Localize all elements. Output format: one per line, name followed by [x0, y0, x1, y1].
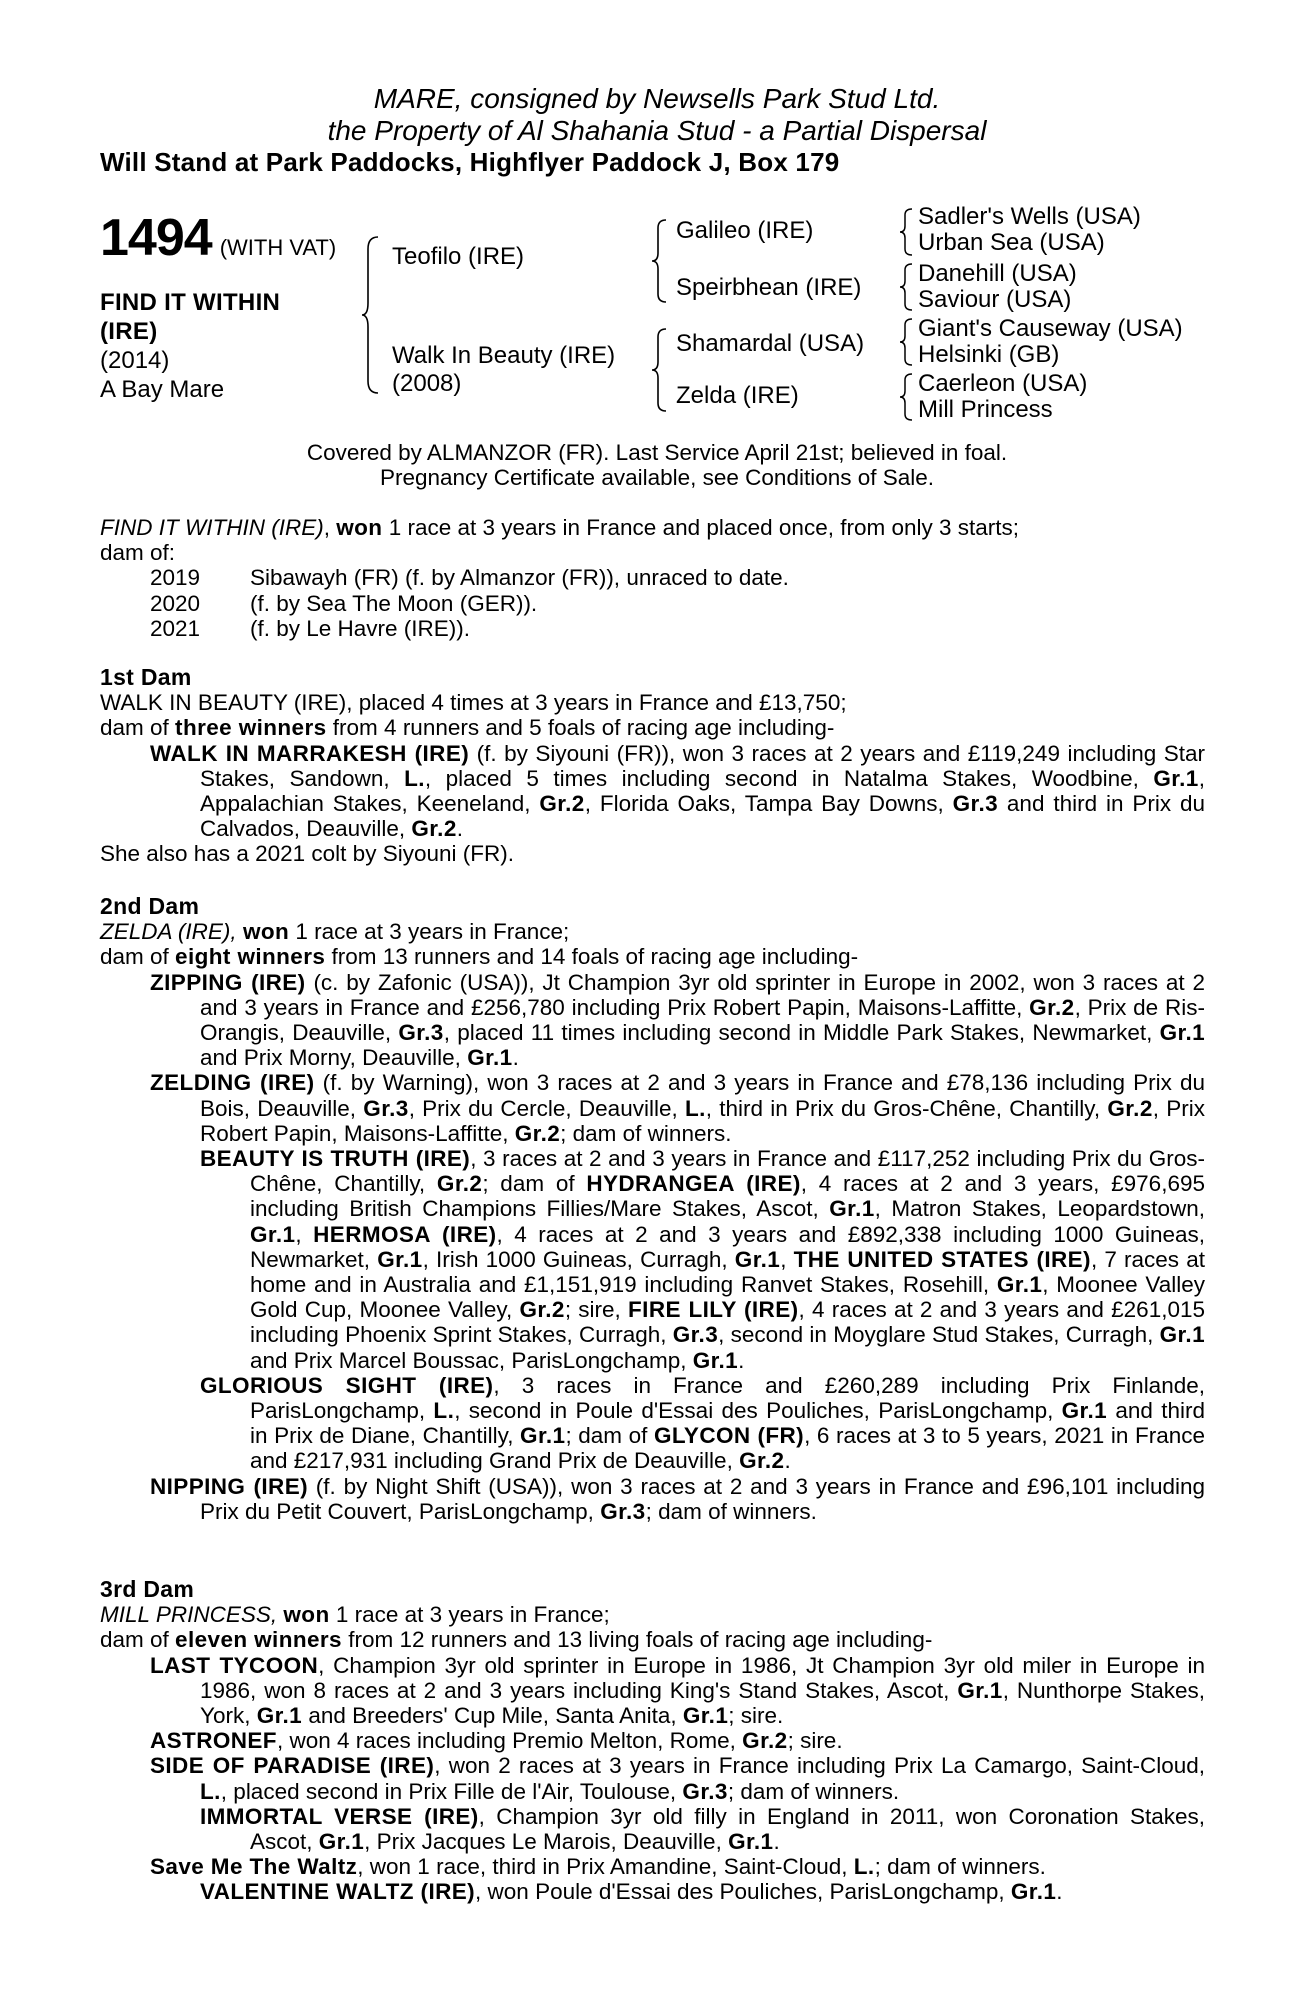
bold-text: Gr.3	[952, 791, 999, 817]
first-dam-offspring-summary: dam of three winners from 4 runners and 5 foals of racing age including-	[100, 715, 835, 741]
lot-number	[100, 208, 336, 268]
bold-text: Gr.1	[520, 1423, 566, 1449]
runner-record	[100, 970, 1205, 1071]
bold-text: Gr.2	[739, 1448, 785, 1474]
text-run: , 4 races at 2 and 3 years and £261,015 including Phoenix Sprint Stakes, Curragh,	[250, 1297, 1205, 1348]
text-run: , Nunthorpe Stakes, York,	[200, 1677, 1205, 1729]
text-run: ; dam of winners.	[874, 1854, 1046, 1880]
bold-text: Gr.1	[682, 1703, 729, 1729]
bold-text: BEAUTY IS TRUTH (IRE)	[200, 1146, 471, 1172]
pedigree-brace-g2	[898, 262, 920, 312]
text-run: , 4 races at 2 and 3 years and £892,338 including 1000 Guineas, Newmarket,	[250, 1221, 1205, 1272]
text-run: , Prix Robert Papin, Maisons-Laffitte,	[200, 1095, 1205, 1146]
text-run: and Prix Morny, Deauville,	[200, 1045, 468, 1071]
bold-text: LAST TYCOON	[150, 1652, 319, 1678]
vat-label: (WITH VAT)	[219, 235, 337, 260]
text-run: , Florida Oaks, Tampa Bay Downs,	[584, 791, 953, 817]
bold-text: Gr.1	[1010, 1879, 1057, 1905]
produce-item: 2019 Sibawayh (FR) (f. by Almanzor (FR)), unraced to date.	[150, 565, 789, 591]
text-run: , 4 races at 2 and 3 years, £976,695 including British Champions Fillies/Mare Stakes, Ascot,	[250, 1171, 1205, 1222]
runner-record	[100, 741, 1205, 842]
pedigree-dam-sire: Shamardal (USA)	[676, 330, 865, 357]
text-run: (f. by Siyouni (FR)), won 3 races at 2 years and £119,249 including Star Stakes, Sandown,	[200, 740, 1205, 791]
text-run: , second in Poule d'Essai des Pouliches, ParisLongchamp,	[454, 1398, 1062, 1424]
text-run: ; dam of winners.	[560, 1120, 732, 1146]
runner-record	[100, 1474, 1205, 1524]
text-run: ; dam of winners.	[645, 1498, 817, 1524]
runner-record	[100, 1804, 1205, 1854]
text-run: , placed second in Prix Fille de l'Air, Toulouse,	[220, 1778, 683, 1804]
bold-text: Gr.1	[996, 1272, 1043, 1298]
bold-text: SIDE OF PARADISE (IRE)	[150, 1753, 435, 1779]
text-run: , Appalachian Stakes, Keeneland,	[200, 765, 1205, 817]
bold-text: FIRE LILY (IRE)	[628, 1297, 799, 1323]
pregnancy-line: Pregnancy Certificate available, see Conditions of Sale.	[379, 465, 935, 490]
produce-item: 2020 (f. by Sea The Moon (GER)).	[150, 590, 538, 616]
first-dam-heading: 1st Dam	[100, 664, 192, 690]
bold-text: Gr.1	[318, 1829, 365, 1855]
text-run: , Champion 3yr old filly in England in 2011, won Coronation Stakes, Ascot,	[250, 1803, 1206, 1855]
text-run: .	[738, 1347, 745, 1373]
bold-text: Gr.1	[734, 1246, 781, 1272]
text-run: , won 4 races including Premio Melton, Rome,	[276, 1728, 743, 1754]
runner-record	[100, 1753, 1205, 1803]
pedigree-g1: Sadler's Wells (USA)	[918, 203, 1141, 230]
bold-text: GLORIOUS SIGHT (IRE)	[200, 1372, 494, 1398]
pedigree-brace-sire	[650, 218, 676, 304]
horse-name: FIND IT WITHIN	[100, 289, 281, 316]
pedigree-brace-g1	[898, 207, 920, 257]
text-run: , Prix du Cercle, Deauville,	[408, 1095, 685, 1121]
runner-record	[100, 1373, 1205, 1474]
horse-identity	[100, 288, 280, 404]
pedigree-sire-dam: Speirbhean (IRE)	[676, 274, 862, 301]
pedigree-g2: Urban Sea (USA)	[918, 229, 1105, 256]
bold-text: Gr.1	[1159, 1322, 1205, 1348]
bold-text: Gr.1	[256, 1703, 303, 1729]
text-run: and Prix Marcel Boussac, ParisLongchamp,	[250, 1347, 693, 1373]
text-run: .	[1056, 1879, 1063, 1905]
bold-text: L.	[853, 1854, 875, 1880]
text-run: ; sire.	[728, 1703, 784, 1729]
text-run: , third in Prix du Gros-Chêne, Chantilly,	[705, 1095, 1108, 1121]
pedigree-g4: Saviour (USA)	[918, 286, 1072, 313]
pedigree-brace-g3	[898, 317, 920, 367]
text-run: ; dam of	[565, 1423, 654, 1449]
runner-record	[100, 1653, 1205, 1729]
text-run: , second in Moyglare Stud Stakes, Curragh,	[718, 1322, 1160, 1348]
text-run: ; dam of winners.	[727, 1778, 900, 1804]
horse-description: A Bay Mare	[100, 376, 225, 403]
pedigree-brace-main	[360, 235, 390, 395]
text-run: , Prix de Ris-Orangis, Deauville,	[200, 994, 1205, 1046]
bold-text: Gr.1	[1153, 765, 1199, 791]
bold-text: Gr.2	[742, 1728, 788, 1754]
pedigree-g5: Giant's Causeway (USA)	[918, 315, 1183, 342]
first-dam-note: She also has a 2021 colt by Siyouni (FR).	[100, 841, 514, 867]
pedigree-sire: Teofilo (IRE)	[392, 243, 525, 270]
pedigree-g3: Danehill (USA)	[918, 260, 1077, 287]
text-run: , won 1 race, third in Prix Amandine, Saint-Cloud,	[357, 1854, 854, 1880]
text-run: and Breeders' Cup Mile, Santa Anita,	[302, 1703, 683, 1729]
text-run: ; sire,	[564, 1297, 629, 1323]
bold-text: Gr.3	[363, 1095, 409, 1121]
text-run: (f. by Warning), won 3 races at 2 and 3 years in France and £78,136 including Prix du Bois, Deauville,	[200, 1070, 1205, 1121]
text-run: .	[512, 1045, 519, 1071]
pedigree-brace-g4	[898, 372, 920, 422]
text-run: (f. by Night Shift (USA)), won 3 races at 2 and 3 years in France and £96,101 including Prix du Petit Couvert, ParisLongchamp,	[200, 1473, 1205, 1524]
bold-text: Gr.1	[377, 1246, 423, 1272]
bold-text: Gr.2	[519, 1297, 565, 1323]
bold-text: IMMORTAL VERSE (IRE)	[200, 1803, 479, 1829]
bold-text: Gr.1	[829, 1196, 875, 1222]
horse-name-country: (IRE)	[100, 318, 158, 345]
bold-text: Gr.1	[957, 1677, 1003, 1703]
text-run: and third in Prix du Calvados, Deauville,	[200, 791, 1205, 842]
bold-text: Gr.1	[250, 1221, 296, 1247]
runner-record	[100, 1879, 1205, 1904]
text-run: , placed 11 times including second in Middle Park Stakes, Newmarket,	[443, 1020, 1160, 1046]
text-run: and third in Prix de Diane, Chantilly,	[250, 1398, 1205, 1449]
bold-text: VALENTINE WALTZ (IRE)	[200, 1879, 476, 1905]
pedigree-dam: Walk In Beauty (IRE)	[392, 342, 616, 369]
bold-text: THE UNITED STATES (IRE)	[793, 1246, 1091, 1272]
bold-text: Gr.2	[514, 1120, 561, 1146]
text-run: (c. by Zafonic (USA)), Jt Champion 3yr old sprinter in Europe in 2002, won 3 races at 2 and 3 years in France and £256,780 including Prix Robert Papin, Maisons-Laffitte,	[200, 969, 1205, 1020]
text-run: , Matron Stakes, Leopardstown,	[874, 1196, 1205, 1222]
bold-text: L.	[684, 1095, 706, 1121]
text-run: ; dam of	[482, 1171, 587, 1197]
produce-record: FIND IT WITHIN (IRE), won 1 race at 3 years in France and placed once, from only 3 starts; dam of: 2019 Sibawayh (FR) (f. by Almanzor (FR)), unraced to date. 2020 (f. by Sea The Moon (GER)). 2021 (f. by Le Havre (IRE)).	[100, 515, 1205, 641]
bold-text: NIPPING (IRE)	[150, 1473, 309, 1499]
second-dam-heading: 2nd Dam	[100, 893, 200, 919]
bold-text: Save Me The Waltz	[150, 1854, 358, 1880]
text-run: , won Poule d'Essai des Pouliches, ParisLongchamp,	[475, 1879, 1011, 1905]
bold-text: WALK IN MARRAKESH (IRE)	[150, 740, 470, 766]
second-dam-section	[100, 894, 1205, 1524]
pedigree-g7: Caerleon (USA)	[918, 370, 1088, 397]
text-run: , Champion 3yr old sprinter in Europe in 1986, Jt Champion 3yr old miler in Europe in 1986, won 8 races at 2 and 3 years including King's Stand Stakes, Ascot,	[200, 1652, 1205, 1703]
produce-summary: 1 race at 3 years in France and placed once, from only 3 starts;	[382, 515, 1020, 540]
text-run: .	[784, 1448, 791, 1474]
runner-record	[100, 1070, 1205, 1146]
bold-text: L.	[404, 765, 425, 791]
bold-text: ZIPPING (IRE)	[150, 969, 306, 995]
produce-horse-name: FIND IT WITHIN (IRE)	[100, 515, 324, 540]
bold-text: Gr.2	[411, 816, 457, 842]
bold-text: Gr.2	[436, 1171, 483, 1197]
bold-text: Gr.2	[539, 791, 585, 817]
bold-text: ZELDING (IRE)	[150, 1070, 315, 1096]
third-dam-summary: MILL PRINCESS, won 1 race at 3 years in France;	[100, 1602, 610, 1628]
covered-line: Covered by ALMANZOR (FR). Last Service April 21st; believed in foal.	[306, 440, 1008, 465]
horse-year: (2014)	[100, 347, 170, 374]
lot-number-value: 1494	[100, 209, 212, 267]
third-dam-offspring-summary: dam of eleven winners from 12 runners and 13 living foals of racing age including-	[100, 1627, 933, 1653]
text-run: , Moonee Valley Gold Cup, Moonee Valley,	[250, 1272, 1205, 1323]
runner-record	[100, 1728, 1205, 1753]
bold-text: ASTRONEF	[150, 1728, 277, 1754]
bold-text: Gr.1	[467, 1045, 513, 1071]
second-dam-offspring-summary: dam of eight winners from 13 runners and 14 foals of racing age including-	[100, 944, 859, 970]
property-line: the Property of Al Shahania Stud - a Partial Dispersal	[327, 115, 987, 146]
stable-location: Will Stand at Park Paddocks, Highflyer Paddock J, Box 179	[100, 147, 840, 177]
pedigree-sire-sire: Galileo (IRE)	[676, 217, 814, 244]
bold-text: Gr.3	[682, 1778, 728, 1804]
text-run: , Irish 1000 Guineas, Curragh,	[422, 1246, 735, 1272]
text-run: , won 2 races at 3 years in France including Prix La Camargo, Saint-Cloud,	[434, 1753, 1205, 1779]
text-run: , 3 races in France and £260,289 including Prix Finlande, ParisLongchamp,	[250, 1372, 1205, 1424]
pedigree-dam-year: (2008)	[392, 370, 462, 397]
first-dam-section	[100, 665, 1205, 867]
bold-text: Gr.2	[1107, 1095, 1153, 1121]
text-run: ,	[780, 1246, 794, 1272]
text-run: , 3 races at 2 and 3 years in France and £117,252 including Prix du Gros-Chêne, Chantilly,	[250, 1146, 1205, 1197]
bold-text: Gr.1	[728, 1829, 774, 1855]
text-run: .	[773, 1829, 780, 1855]
first-dam-summary: WALK IN BEAUTY (IRE), placed 4 times at 3 years in France and £13,750;	[100, 690, 847, 716]
bold-text: Gr.1	[1061, 1398, 1108, 1424]
consignor-line: MARE, consigned by Newsells Park Stud Ltd.	[373, 83, 941, 114]
bold-text: GLYCON (FR)	[653, 1423, 805, 1449]
second-dam-summary: ZELDA (IRE), won 1 race at 3 years in France;	[100, 919, 570, 945]
pedigree-g6: Helsinki (GB)	[918, 341, 1060, 368]
bold-text: Gr.3	[600, 1498, 646, 1524]
text-run: , placed 5 times including second in Natalma Stakes, Woodbine,	[424, 765, 1154, 791]
bold-text: L.	[200, 1778, 221, 1804]
bold-text: Gr.1	[692, 1347, 739, 1373]
pedigree-dam-dam: Zelda (IRE)	[676, 382, 799, 409]
bold-text: Gr.1	[1159, 1020, 1206, 1046]
third-dam-section	[100, 1577, 1205, 1905]
bold-text: L.	[433, 1398, 455, 1424]
pedigree-brace-dam	[650, 327, 676, 413]
runner-record	[100, 1146, 1205, 1373]
bold-text: Gr.3	[672, 1322, 719, 1348]
text-run: , 7 races at home and in Australia and £1,151,919 including Ranvet Stakes, Rosehill,	[250, 1246, 1205, 1298]
bold-text: Gr.3	[398, 1020, 444, 1046]
bold-text: HERMOSA (IRE)	[313, 1221, 497, 1247]
pedigree-g8: Mill Princess	[918, 396, 1053, 423]
text-run: , Prix Jacques Le Marois, Deauville,	[364, 1829, 729, 1855]
third-dam-heading: 3rd Dam	[100, 1576, 195, 1602]
produce-won: won	[336, 515, 383, 540]
text-run: .	[456, 816, 464, 842]
bold-text: HYDRANGEA (IRE)	[586, 1171, 801, 1197]
text-run: ; sire.	[787, 1728, 843, 1754]
bold-text: Gr.2	[1029, 994, 1075, 1020]
text-run: , 6 races at 3 to 5 years, 2021 in France and £217,931 including Grand Prix de Deauville,	[250, 1423, 1205, 1474]
text-run: ,	[295, 1221, 314, 1247]
runner-record	[100, 1854, 1205, 1879]
produce-item: 2021 (f. by Le Havre (IRE)).	[150, 615, 471, 641]
produce-dam-of: dam of:	[100, 540, 176, 566]
